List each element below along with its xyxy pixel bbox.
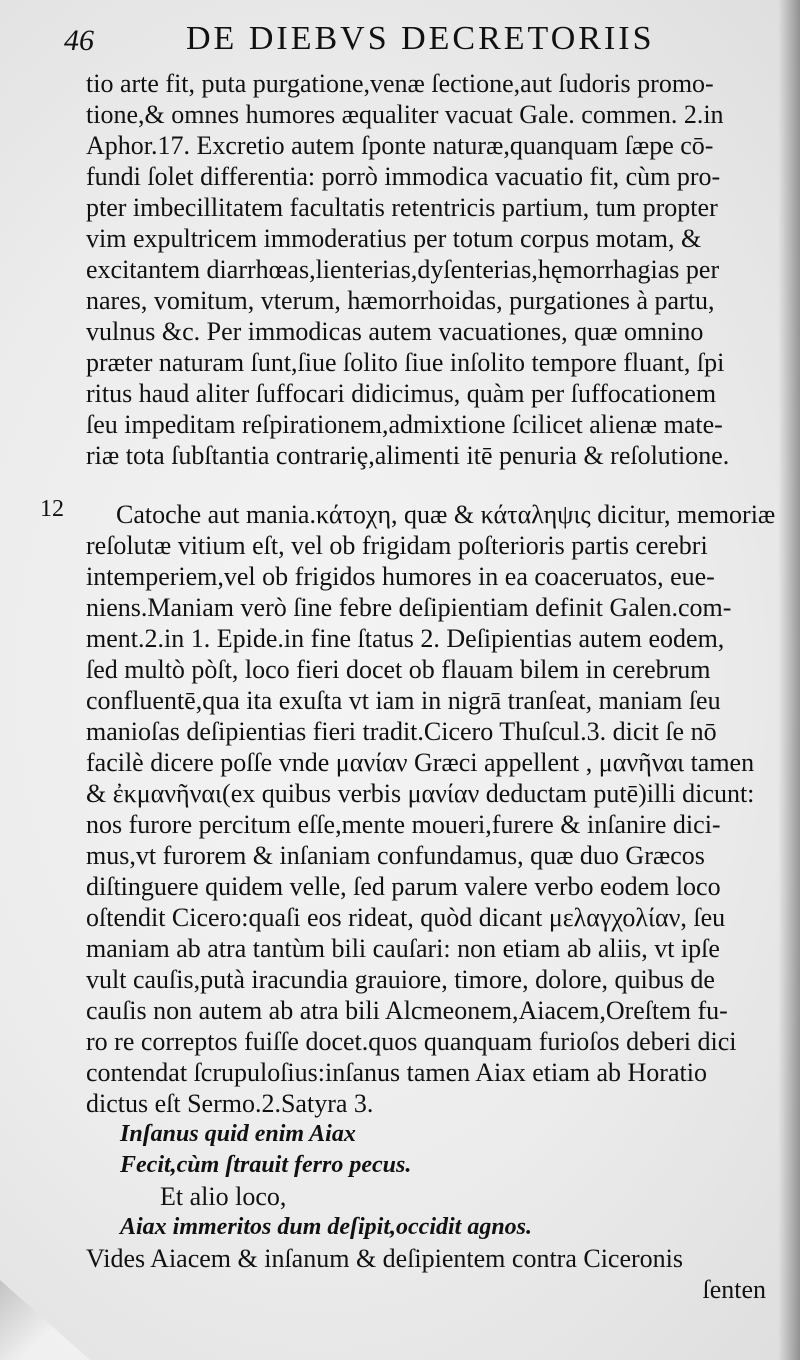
text-line: dictus eſt Sermo.2.Satyra 3.	[86, 1089, 374, 1118]
text-line: ro re correptos fuiſſe docet.quos quanquam furioſos deberi dici	[86, 1027, 737, 1056]
text-line: tio arte fit, puta purgatione,venæ ſectione,aut ſudoris promo-	[86, 69, 714, 98]
text-line: ment.2.in 1. Epide.in fine ſtatus 2. Deſipientias autem eodem,	[86, 624, 725, 653]
text-line: ſeu impeditam reſpirationem,admixtione ſcilicet alienæ mate-	[86, 410, 723, 439]
text-line: Aiax immeritos dum deſipit,occidit agnos.	[120, 1214, 533, 1240]
page-number: 46	[64, 24, 94, 57]
text-line: maniam ab atra tantùm bili cauſari: non etiam ab aliis, vt ipſe	[86, 934, 720, 963]
text-line: ritus haud aliter ſuffocari didicimus, quàm per ſuffocationem	[86, 379, 717, 408]
text-line: mus,vt furorem & inſaniam confundamus, quæ duo Græcos	[86, 841, 705, 870]
text-line: Et alio loco,	[160, 1182, 287, 1211]
text-line: excitantem diarrhœas,lienterias,dyſenterias,hęmorrhagias per	[86, 255, 720, 284]
page-gutter-shadow	[778, 0, 800, 1360]
text-line: fundi ſolet differentia: porrò immodica vacuatio fit, cùm pro-	[86, 162, 721, 191]
text-line: oſtendit Cicero:quaſi eos rideat, quòd dicant μελαγχολίαν, ſeu	[86, 903, 726, 932]
text-line: vult cauſis,putà iracundia grauiore, timore, dolore, quibus de	[86, 965, 715, 994]
text-line: ſenten	[702, 1275, 766, 1304]
text-line: tione,& omnes humores æqualiter vacuat Gale. commen. 2.in	[86, 100, 724, 129]
text-line: confluentē,qua ita exuſta vt iam in nigrā tranſeat, maniam ſeu	[86, 686, 721, 715]
text-line: reſolutæ vitium eſt, vel ob frigidam poſterioris partis cerebri	[86, 531, 708, 560]
text-line: vim expultricem immoderatius per totum corpus motam, &	[86, 224, 702, 253]
text-line: præter naturam ſunt,ſiue ſolito ſiue inſolito tempore fluant, ſpi	[86, 348, 725, 377]
margin-note-number: 12	[40, 496, 64, 522]
page-corner-fold	[0, 1280, 90, 1360]
text-line: cauſis non autem ab atra bili Alcmeonem,Aiacem,Oreſtem fu-	[86, 996, 728, 1025]
text-line: Vides Aiacem & inſanum & deſipientem contra Ciceronis	[86, 1244, 684, 1273]
text-line: diſtinguere quidem velle, ſed parum valere verbo eodem loco	[86, 872, 721, 901]
text-line: ſed multò pòſt, loco fieri docet ob flauam bilem in cerebrum	[86, 655, 711, 684]
text-line: Fecit,cùm ſtrauit ferro pecus.	[120, 1152, 412, 1178]
text-line: contendat ſcrupuloſius:inſanus tamen Aiax etiam ab Horatio	[86, 1058, 707, 1087]
text-line: vulnus &c. Per immodicas autem vacuationes, quæ omnino	[86, 317, 704, 346]
body-text	[86, 68, 776, 1305]
text-line	[86, 471, 776, 499]
text-line: nos furore percitum eſſe,mente moueri,furere & inſanire dici-	[86, 810, 721, 839]
text-line: nares, vomitum, vterum, hæmorrhoidas, purgationes à partu,	[86, 286, 715, 315]
text-line: Catoche aut mania.κάτοχη, quæ & κάταληψις dicitur, memoriæ	[116, 500, 776, 529]
page-header	[64, 20, 764, 64]
text-line: Inſanus quid enim Aiax	[120, 1121, 356, 1147]
text-line: manioſas deſipientias fieri tradit.Cicero Thuſcul.3. dicit ſe nō	[86, 717, 717, 746]
text-line: Aphor.17. Excretio autem ſponte naturæ,quanquam ſæpe cō-	[86, 131, 714, 160]
text-line: & ἐκμανῆναι(ex quibus verbis μανίαν deductam putē)illi dicunt:	[86, 779, 755, 808]
text-line: intemperiem,vel ob frigidos humores in ea coaceruatos, eue-	[86, 562, 715, 591]
text-line: riæ tota ſubſtantia contrariȩ,alimenti itē penuria & reſolutione.	[86, 441, 730, 470]
running-title: DE DIEBVS DECRETORIIS	[186, 20, 655, 57]
text-line: facilè dicere poſſe vnde μανίαν Græci appellent , μανῆναι tamen	[86, 748, 755, 777]
text-line: niens.Maniam verò ſine febre deſipientiam definit Galen.com-	[86, 593, 732, 622]
text-line: pter imbecillitatem facultatis retentricis partium, tum propter	[86, 193, 718, 222]
